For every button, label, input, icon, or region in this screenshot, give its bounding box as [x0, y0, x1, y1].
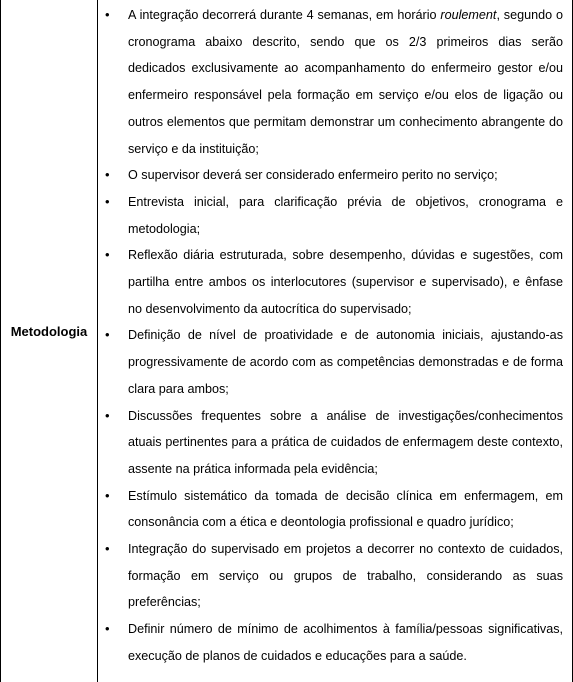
- methodology-content: [98, 0, 572, 670]
- list-item: [103, 616, 563, 669]
- list-item: [103, 322, 563, 402]
- list-item: [103, 162, 563, 189]
- list-item: [103, 483, 563, 536]
- item-text-start: A integração decorrerá durante 4 semanas, em horário: [128, 8, 441, 22]
- methodology-list: [103, 2, 563, 670]
- item-text: Definição de nível de proatividade e de autonomia iniciais, ajustando-as progressivamente de acordo com as competências demonstradas e de forma clara para ambos;: [128, 328, 563, 396]
- item-text: Definir número de mínimo de acolhimentos à família/pessoas significativas, execução de planos de cuidados e educações para a saúde.: [128, 622, 563, 663]
- item-text-end: , segundo o cronograma abaixo descrito, sendo que os 2/3 primeiros dias serão dedicados exclusivamente ao acompanhamento do enfermeiro gestor e/ou enfermeiro responsável pela formação em serviço e/ou elos de ligação ou outros elementos que permitam demonstrar um conhecimento abrangente do serviço e da instituição;: [128, 8, 564, 156]
- bullet-icon: •: [105, 487, 110, 503]
- item-text-emphasis: roulement: [440, 8, 497, 22]
- bullet-icon: •: [105, 407, 110, 423]
- bullet-icon: •: [105, 327, 110, 343]
- item-text: Reflexão diária estruturada, sobre desempenho, dúvidas e sugestões, com partilha entre ambos os interlocutores (supervisor e supervisado), e ênfase no desenvolvimento da autocrítica do supervisado;: [128, 248, 563, 316]
- item-text: Entrevista inicial, para clarificação prévia de objetivos, cronograma e metodologia;: [128, 194, 563, 236]
- item-text: Integração do supervisado em projetos a decorrer no contexto de cuidados, formação em serviço ou grupos de trabalho, considerando as suas preferências;: [128, 542, 563, 610]
- item-text: O supervisor deverá ser considerado enfermeiro perito no serviço;: [128, 168, 498, 183]
- bullet-icon: •: [105, 247, 110, 263]
- list-item: [103, 403, 563, 483]
- bullet-icon: •: [105, 621, 110, 637]
- bullet-icon: •: [105, 167, 110, 183]
- item-text: Discussões frequentes sobre a análise de investigações/conhecimentos atuais pertinentes para a prática de cuidados de enfermagem deste contexto, assente na prática informada pela evidência;: [128, 408, 563, 476]
- item-text: Estímulo sistemático da tomada de decisão clínica em enfermagem, em consonância com a ética e deontologia profissional e quadro jurídico;: [128, 488, 563, 530]
- bullet-icon: •: [105, 541, 110, 557]
- list-item: [103, 242, 563, 322]
- list-item: [103, 189, 563, 242]
- list-item: [103, 536, 563, 616]
- row-label-metodologia: Metodologia: [10, 324, 88, 339]
- bullet-icon: •: [105, 193, 110, 209]
- list-item: [103, 2, 563, 162]
- bullet-icon: •: [105, 7, 110, 22]
